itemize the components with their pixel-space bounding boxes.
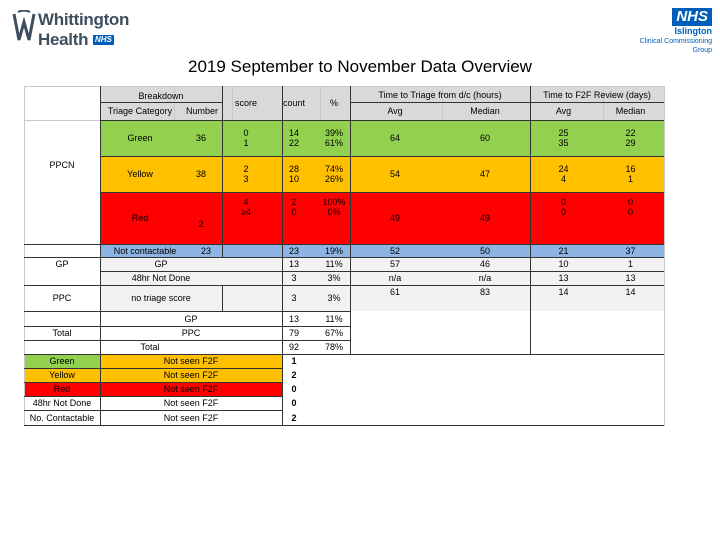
yellow-triage-avg: 54 [389, 169, 400, 179]
gp-row1-percent: 11% [325, 259, 343, 269]
total-label: Total [52, 328, 72, 338]
totals-gp-label: GP [184, 313, 198, 324]
ppc-percent: 3% [327, 293, 341, 303]
totals-gp-count: 13 [288, 313, 299, 324]
ppc-f2f-median: 14 [625, 287, 636, 297]
grid-line [100, 102, 222, 103]
yellow-f2f-median: 16 1 [625, 164, 636, 184]
header-triage-category: Triage Category [107, 106, 173, 116]
gp-row1-count: 13 [288, 259, 299, 269]
not-contactable-triage-avg: 52 [389, 245, 400, 256]
yellow-f2f-avg: 24 4 [558, 164, 569, 184]
not-contactable-number: 23 [200, 245, 211, 256]
gp-row2-triage-avg: n/a [388, 273, 402, 283]
gp-row1-f2f-avg: 10 [558, 259, 569, 269]
green-number: 36 [195, 133, 206, 143]
red-category: Red [131, 213, 149, 223]
green-triage-median: 60 [479, 133, 490, 143]
gp-row1-f2f-median: 1 [627, 259, 633, 269]
gp-row2-category: 48hr Not Done [131, 273, 191, 283]
gp-row1-category: GP [154, 259, 168, 269]
grid-line [24, 425, 664, 426]
ppc-label: PPC [52, 293, 72, 303]
green-category: Green [127, 133, 153, 143]
totals-total-percent: 78% [324, 342, 343, 352]
islington-ccg-logo [622, 8, 712, 52]
ppc-category: no triage score [131, 293, 191, 303]
totals-total-count: 92 [288, 342, 299, 352]
yellow-number: 38 [195, 169, 206, 179]
not-seen-count: 1 [291, 356, 297, 366]
not-contactable-count: 23 [288, 245, 299, 256]
gp-row2-percent: 3% [327, 273, 341, 283]
not-seen-status: Not seen F2F [163, 356, 219, 366]
totals-ppc-label: PPC [181, 328, 201, 338]
not-seen-status: Not seen F2F [163, 384, 219, 394]
logo-nhs-badge: NHS [95, 35, 112, 44]
whittington-mark-icon [12, 10, 36, 46]
ppc-triage-median: 83 [479, 287, 490, 297]
green-score: 0 1 [243, 128, 249, 148]
not-seen-status: Not seen F2F [163, 398, 219, 408]
ppc-f2f-avg: 14 [558, 287, 569, 297]
grid-line [664, 86, 665, 426]
not-contactable-category: Not contactable [113, 245, 177, 256]
gp-row1-triage-median: 46 [479, 259, 490, 269]
not-seen-count: 2 [291, 412, 297, 423]
not-seen-label: 48hr Not Done [32, 398, 92, 408]
header-triage-avg: Avg [387, 106, 403, 116]
not-contactable-f2f-median: 37 [625, 245, 636, 256]
grid-line [350, 102, 664, 103]
red-triage-median: 49 [479, 213, 490, 223]
ccg-name: Islington [674, 26, 712, 36]
yellow-score: 2 3 [243, 164, 249, 184]
header-score: score [234, 98, 257, 108]
red-number: 2 [198, 219, 204, 229]
red-percent: 100% 0% [322, 197, 346, 217]
totals-ppc-count: 79 [288, 328, 299, 338]
red-triage-avg: 49 [389, 213, 400, 223]
totals-total-label: Total [140, 342, 160, 352]
not-seen-count: 0 [291, 398, 297, 408]
header-time-to-f2f: Time to F2F Review (days) [543, 90, 651, 100]
page-title: 2019 September to November Data Overview [188, 57, 532, 76]
red-count: 2 0 [291, 197, 297, 217]
red-f2f-avg: 0 0 [560, 197, 566, 217]
not-contactable-percent: 19% [324, 245, 343, 256]
logo-text-line2: Health [38, 30, 89, 49]
header-breakdown: Breakdown [138, 91, 184, 101]
red-score: 4 ≥4 [241, 197, 251, 217]
header-f2f-median: Median [615, 106, 646, 116]
gp-row2-f2f-avg: 13 [558, 273, 569, 283]
yellow-triage-median: 47 [479, 169, 490, 179]
green-percent: 39% 61% [324, 128, 343, 148]
data-overview-table [24, 86, 664, 426]
not-seen-label: Green [49, 356, 75, 366]
totals-ppc-percent: 67% [324, 328, 343, 338]
not-seen-label: Yellow [49, 370, 75, 380]
nhs-badge: NHS [672, 8, 712, 26]
green-count: 14 22 [288, 128, 299, 148]
gp-row2-f2f-median: 13 [625, 273, 636, 283]
header-time-to-triage: Time to Triage from d/c (hours) [378, 90, 502, 100]
header-number: Number [185, 106, 218, 116]
ccg-subtitle: Clinical Commissioning Group [639, 38, 712, 54]
not-contactable-triage-median: 50 [479, 245, 490, 256]
totals-gp-percent: 11% [325, 313, 343, 324]
header-f2f-avg: Avg [555, 106, 572, 116]
gp-row2-triage-median: n/a [478, 273, 492, 283]
yellow-percent: 74% 26% [324, 164, 343, 184]
header-count: count [282, 98, 306, 108]
green-triage-avg: 64 [389, 133, 400, 143]
yellow-count: 28 10 [288, 164, 299, 184]
green-f2f-avg: 25 35 [558, 128, 569, 148]
header-percent: % [329, 98, 338, 108]
not-seen-count: 2 [291, 370, 297, 380]
red-f2f-median: 0 0 [627, 197, 633, 217]
gp-label: GP [55, 259, 69, 269]
logo-text-line1: Whittington [38, 10, 130, 29]
whittington-logo [12, 8, 130, 49]
not-seen-label: No. Contactable [29, 412, 95, 423]
yellow-category: Yellow [127, 169, 153, 179]
not-seen-count: 0 [291, 384, 297, 394]
header-triage-median: Median [470, 106, 500, 116]
grid-line [222, 285, 223, 311]
green-f2f-median: 22 29 [625, 128, 636, 148]
ppcn-label: PPCN [49, 160, 75, 170]
not-seen-status: Not seen F2F [163, 412, 219, 423]
not-contactable-f2f-avg: 21 [558, 245, 569, 256]
ppc-triage-avg: 61 [389, 287, 400, 297]
gp-row1-triage-avg: 57 [389, 259, 400, 269]
gp-row2-count: 3 [291, 273, 297, 283]
not-seen-label: Red [53, 384, 71, 394]
ppc-count: 3 [291, 293, 297, 303]
not-seen-status: Not seen F2F [163, 370, 219, 380]
